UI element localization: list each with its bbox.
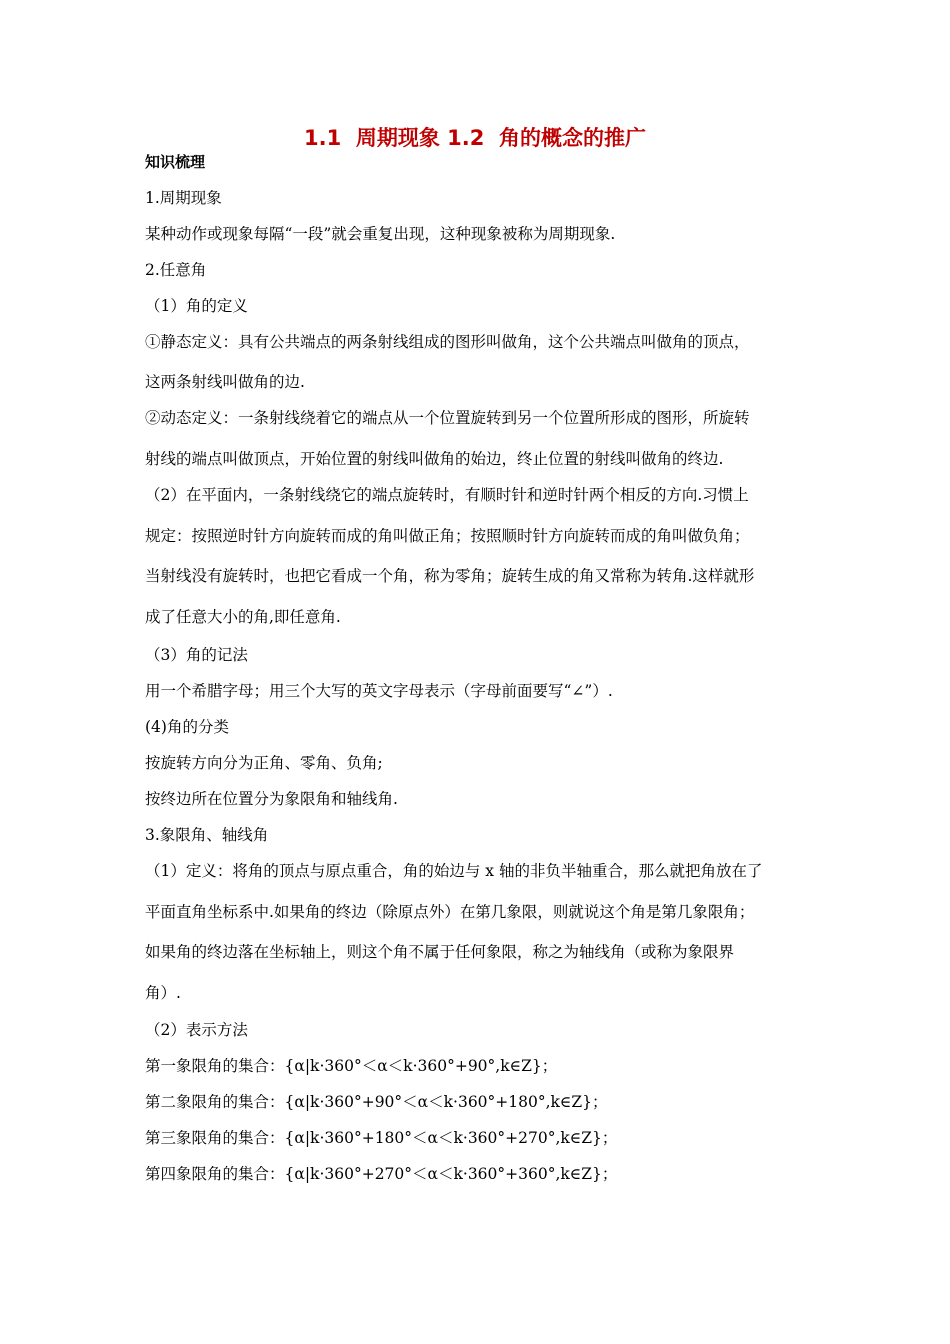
paragraph-line: ①静态定义：具有公共端点的两条射线组成的图形叫做角，这个公共端点叫做角的顶点， (145, 333, 750, 351)
paragraph-line: 1.周期现象 (145, 189, 222, 207)
paragraph-line: （2）表示方法 (145, 1021, 248, 1039)
paragraph-line: 射线的端点叫做顶点，开始位置的射线叫做角的始边，终止位置的射线叫做角的终边. (145, 450, 724, 468)
paragraph-line: 平面直角坐标系中.如果角的终边（除原点外）在第几象限，则就说这个角是第几象限角； (145, 903, 755, 921)
formula-line: 第四象限角的集合：{α|k·360°+270°＜α＜k·360°+360°,k∈Z}； (145, 1165, 618, 1183)
paragraph-line: （3）角的记法 (145, 646, 248, 664)
paragraph-line: （1）角的定义 (145, 297, 248, 315)
paragraph-line: 如果角的终边落在坐标轴上，则这个角不属于任何象限，称之为轴线角（或称为象限界 (145, 943, 735, 961)
paragraph-line: 2.任意角 (145, 261, 207, 279)
paragraph-line: 角）. (145, 984, 181, 1002)
paragraph-line: 当射线没有旋转时，也把它看成一个角，称为零角；旋转生成的角又常称为转角.这样就形 (145, 567, 755, 585)
paragraph-line: ②动态定义：一条射线绕着它的端点从一个位置旋转到另一个位置所形成的图形，所旋转 (145, 409, 750, 427)
formula-line: 第一象限角的集合：{α|k·360°＜α＜k·360°+90°,k∈Z}； (145, 1057, 558, 1075)
paragraph-line: （1）定义：将角的顶点与原点重合，角的始边与 x 轴的非负半轴重合，那么就把角放在了 (145, 862, 763, 880)
page-title: 1.1 周期现象 1.2 角的概念的推广 (304, 126, 646, 150)
paragraph-line: 规定：按照逆时针方向旋转而成的角叫做正角；按照顺时针方向旋转而成的角叫做负角； (145, 527, 750, 545)
paragraph-line: 成了任意大小的角,即任意角. (145, 608, 341, 626)
paragraph-line: （2）在平面内，一条射线绕它的端点旋转时，有顺时针和逆时针两个相反的方向.习惯上 (145, 486, 749, 504)
paragraph-line: 3.象限角、轴线角 (145, 826, 269, 844)
formula-line: 第三象限角的集合：{α|k·360°+180°＜α＜k·360°+270°,k∈Z}； (145, 1129, 618, 1147)
paragraph-line: 这两条射线叫做角的边. (145, 373, 305, 391)
paragraph-line: 按旋转方向分为正角、零角、负角; (145, 754, 383, 772)
formula-line: 第二象限角的集合：{α|k·360°+90°＜α＜k·360°+180°,k∈Z}； (145, 1093, 608, 1111)
paragraph-line: 用一个希腊字母；用三个大写的英文字母表示（字母前面要写“∠”）. (145, 682, 613, 700)
section-heading: 知识梳理 (145, 153, 206, 171)
paragraph-line: (4)角的分类 (145, 718, 229, 736)
paragraph-line: 某种动作或现象每隔“一段”就会重复出现，这种现象被称为周期现象. (145, 225, 616, 243)
paragraph-line: 按终边所在位置分为象限角和轴线角. (145, 790, 398, 808)
